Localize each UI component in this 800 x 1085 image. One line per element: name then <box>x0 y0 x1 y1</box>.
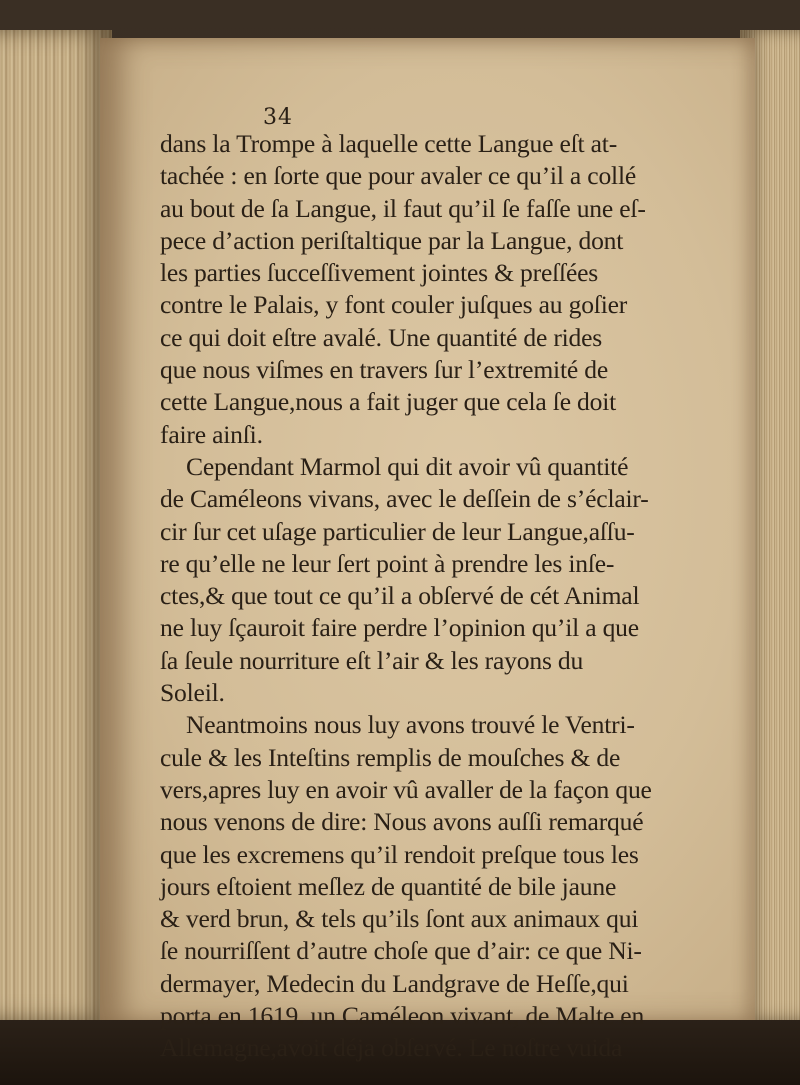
text-line: & verd brun, & tels qu’ils ſont aux animaux qui <box>160 904 639 934</box>
text-line: dermayer, Medecin du Landgrave de Heſſe,qui <box>160 968 629 998</box>
text-line: ſe nourriſſent d’autre choſe que d’air: ce que Ni- <box>160 936 642 966</box>
text-line: nous venons de dire: Nous avons auſſi remarqué <box>160 807 644 837</box>
text-line: Allemagne,avoit déja obſervé. Le noſtre vuida <box>160 1033 623 1063</box>
text-line: au bout de ſa Langue, il faut qu’il ſe faſſe une eſ- <box>160 193 646 223</box>
text-line: que nous viſmes en travers ſur l’extremité de <box>160 355 608 385</box>
text-line: que les excremens qu’il rendoit preſque tous les <box>160 839 639 869</box>
text-line: ce qui doit eſtre avalé. Une quantité de rides <box>160 322 603 352</box>
text-lines <box>160 128 740 1065</box>
text-line: jours eſtoient meſlez de quantité de bile jaune <box>160 871 617 901</box>
text-line: de Caméleons vivans, avec le deſſein de s’éclair- <box>160 484 649 514</box>
text-line: ctes,& que tout ce qu’il a obſervé de cét Animal <box>160 581 640 611</box>
text-line: les parties ſucceſſivement jointes & preſſées <box>160 258 599 288</box>
text-line: ſa ſeule nourriture eſt l’air & les rayons du <box>160 645 584 675</box>
left-page-edges <box>0 30 112 1020</box>
text-line: porta en 1619. un Caméleon vivant, de Malte en <box>160 1001 645 1031</box>
text-line: dans la Trompe à laquelle cette Langue eſt at- <box>160 129 618 158</box>
text-line: ne luy ſçauroit faire perdre l’opinion qu’il a que <box>160 613 639 643</box>
page-text <box>160 105 740 1065</box>
text-line: faire ainſi. <box>160 419 263 449</box>
text-line: contre le Palais, y font couler juſques au goſier <box>160 290 628 320</box>
text-line: Neantmoins nous luy avons trouvé le Ventri- <box>186 710 635 740</box>
text-line: Soleil. <box>160 678 225 708</box>
text-line: tachée : en ſorte que pour avaler ce qu’il a collé <box>160 161 637 191</box>
text-line: cette Langue,nous a fait juger que cela ſe doit <box>160 387 617 417</box>
text-line: vers,apres luy en avoir vû avaller de la façon que <box>160 774 652 804</box>
page-number: 34 <box>263 105 293 130</box>
text-line: Cependant Marmol qui dit avoir vû quantité <box>186 451 629 481</box>
text-line: re qu’elle ne leur ſert point à prendre les inſe- <box>160 548 615 578</box>
text-line: cir ſur cet uſage particulier de leur Langue,aſſu- <box>160 516 635 546</box>
text-line: pece d’action periſtaltique par la Langue, dont <box>160 225 624 255</box>
text-line: cule & les Inteſtins remplis de mouſches & de <box>160 742 621 772</box>
